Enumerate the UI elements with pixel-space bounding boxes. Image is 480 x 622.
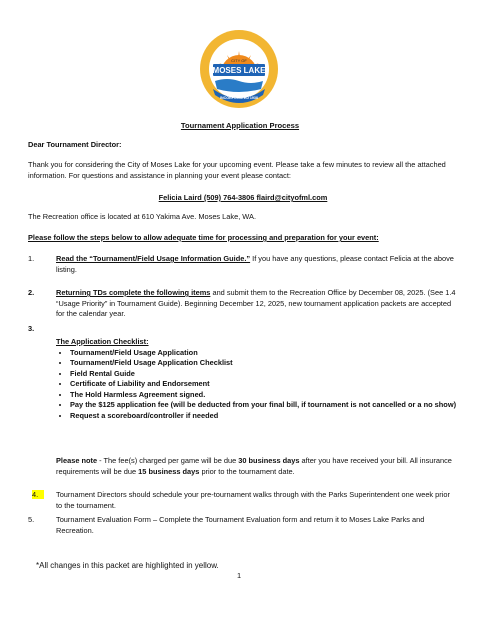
checklist-item: • Tournament/Field Usage Application: [70, 348, 458, 359]
step-5-number: 5.: [28, 515, 35, 524]
checklist-item: • Tournament/Field Usage Application Checklist: [70, 358, 458, 369]
step-2-number: 2.: [28, 288, 35, 297]
checklist-item: • Request a scoreboard/controller if needed: [70, 411, 458, 422]
note-label: Please note: [56, 456, 98, 465]
intro-paragraph: Thank you for considering the City of Moses Lake for your upcoming event. Please take a few minutes to review all the attached information. For questions and assistance in planning your event please contact:: [28, 160, 446, 180]
city-seal-logo: [199, 29, 279, 109]
note-text-1: - The fee(s) charged per game will be due: [97, 456, 239, 465]
checklist-item: • The Hold Harmless Agreement signed.: [70, 390, 458, 401]
step-4-number: [32, 490, 50, 501]
checklist-heading: The Application Checklist:: [56, 337, 149, 346]
salutation: Dear Tournament Director:: [28, 140, 122, 149]
footnote: *All changes in this packet are highlighted in yellow.: [36, 561, 219, 570]
step-2-text: and submit them to the Recreation Office by December 08, 2025. (See 1.4 “Usage Priority” in Tournament Guide). Beginning December 12, 2025, new tournament application packets are accepted for the calendar year.: [56, 288, 456, 319]
note-text-3: prior to the tournament date.: [199, 466, 295, 476]
step-5-text: Tournament Evaluation Form – Complete the Tournament Evaluation form and return it to Moses Lake Parks and Recreation.: [56, 515, 425, 535]
checklist-item: • Field Rental Guide: [70, 369, 458, 380]
step-4-highlight: 4.: [32, 490, 39, 499]
note-deadline-fee: 30 business days: [238, 456, 300, 465]
step-2: [56, 288, 458, 320]
note-text-2: after you have received your bill. All insurance requirements will be due: [56, 456, 452, 476]
step-1: [56, 254, 458, 275]
office-location: The Recreation office is located at 610 Yakima Ave. Moses Lake, WA.: [28, 212, 256, 221]
step-1-lead: Read the “Tournament/Field Usage Information Guide.”: [56, 254, 251, 263]
steps-heading: Please follow the steps below to allow adequate time for processing and preparation for your event:: [28, 233, 379, 242]
step-1-text: If you have any questions, please contact Felicia at the above listing.: [56, 254, 454, 274]
note-deadline-insurance: 15 business days: [138, 466, 200, 476]
page-title: Tournament Application Process: [180, 121, 300, 130]
step-4-text: Tournament Directors should schedule your pre-tournament walks through with the Parks Superintendent one week prior to the tournament.: [56, 490, 450, 510]
logo-bottom-text: INCORPORATED 1938: [220, 96, 258, 100]
checklist-item: • Pay the $125 application fee (will be deducted from your final bill, if tournament is not cancelled or a no show): [70, 400, 458, 411]
contact-line: Felicia Laird (509) 764-3806 flaird@cityofml.com: [158, 193, 328, 202]
step-1-number: 1.: [28, 254, 35, 263]
step-2-lead: Returning TDs complete the following items: [56, 288, 211, 297]
step-3-number: 3.: [28, 324, 35, 333]
checklist-items: [56, 348, 458, 422]
logo-top-text: CITY OF: [231, 58, 247, 63]
logo-name: MOSES LAKE: [212, 66, 266, 75]
checklist-item: • Certificate of Liability and Endorsement: [70, 379, 458, 390]
application-checklist: [56, 337, 458, 421]
fee-note: [56, 456, 458, 477]
page-number: 1: [237, 571, 242, 580]
